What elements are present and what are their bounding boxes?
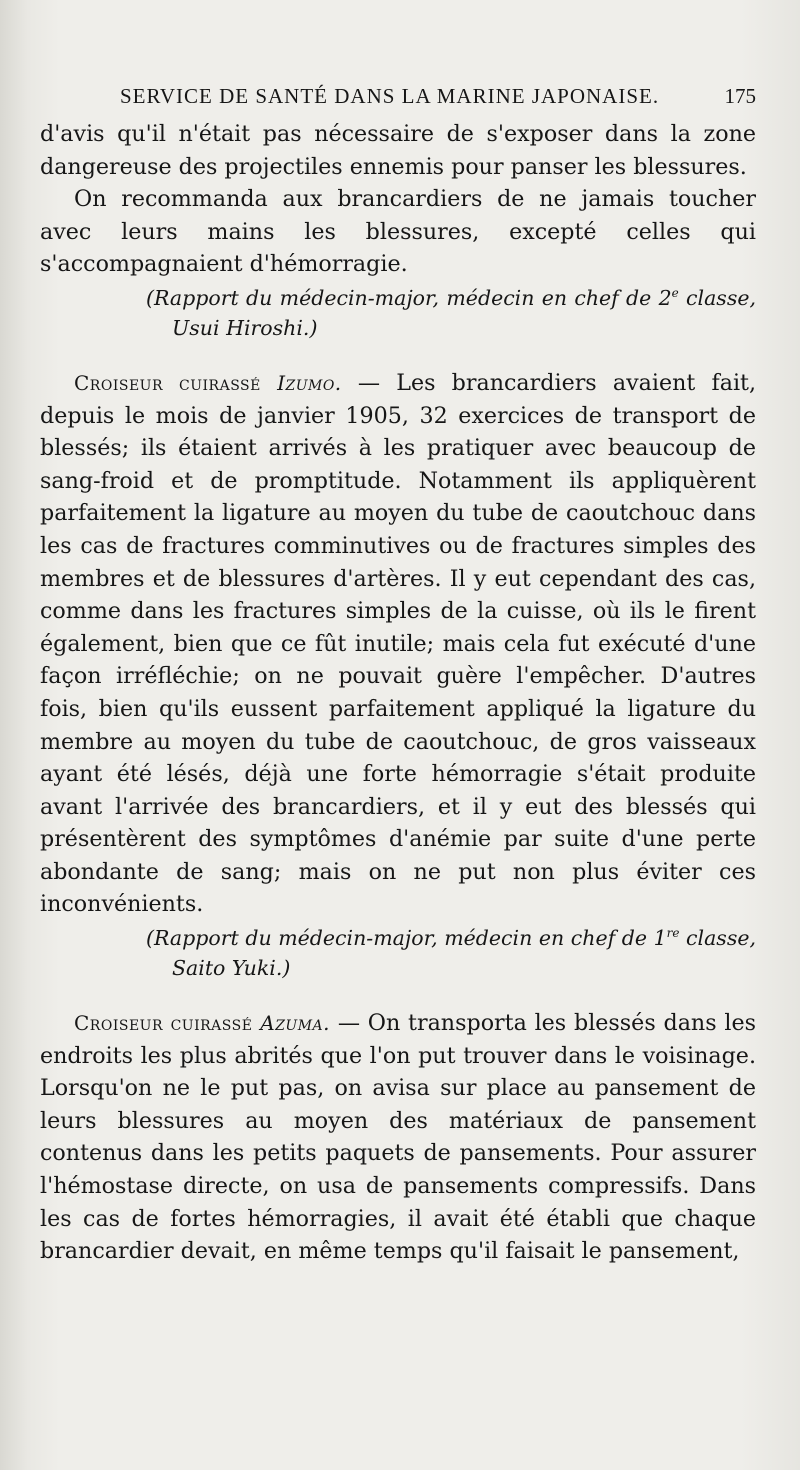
paragraph-brancardiers: On recommanda aux brancardiers de ne jamais toucher avec leurs mains les blessures, excepté celles qui s'accompagnaient d'hémorragie. [40,186,756,278]
paragraph-continued: d'avis qu'il n'était pas nécessaire de s'exposer dans la zone dangereuse des projectiles ennemis pour panser les blessures. [40,121,756,180]
section-body: — Les brancardiers avaient fait, depuis le mois de janvier 1905, 32 exercices de transport de blessés; ils étaient arrivés à les pratiquer avec beaucoup de sang-froid et de promptitude. Notamment ils appliquèrent parfaitement la ligature au moyen du tube de caoutchouc dans les cas de fractures comminutives ou de fractures simples des membres et de blessures d'artères. Il y eut cependant des cas, comme dans les fractures simples de la cuisse, où ils le firent également, bien que ce fût inutile; mais cela fut exécuté d'une façon irréfléchie; on ne pouvait guère l'empêcher. D'autres fois, bien qu'ils eussent parfaitement appliqué la ligature du membre au moyen du tube de caoutchouc, de gros vaisseaux ayant été lésés, déjà une forte hémorragie s'était produite avant l'arrivée des brancardiers, et il y eut des blessés qui présentèrent des symptômes d'anémie par suite d'une perte abondante de sang; mais on ne put non plus éviter ces inconvénients. [40,369,757,918]
running-title: SERVICE DE SANTÉ DANS LA MARINE JAPONAISE. [120,84,660,108]
page-text [40,84,756,1268]
section-body: — On transporta les blessés dans les endroits les plus abrités que l'on put trouver dans le voisinage. Lorsqu'on ne le put pas, on avisa sur place au pansement de leurs blessures au moyen des matériaux de pansement contenus dans les petits paquets de pansements. Pour assurer l'hémostase directe, on usa de pansements compressifs. Dans les cas de fortes hémorragies, il avait été établi que chaque brancardier devait, en même temps qu'il faisait le pansement, [40,1010,756,1265]
citation-usui: (Rapport du médecin-major, médecin en chef de 2e classe, Usui Hiroshi.) [146,285,756,340]
ship-name: Izumo. [277,370,342,395]
ship-name: Azuma. [260,1011,331,1036]
section-label: Croiseur cuirassé [74,370,261,395]
running-header [120,84,756,118]
section-izumo [40,367,756,921]
section-azuma [40,1007,756,1268]
page-number: 175 [724,84,756,108]
section-label: Croiseur cuirassé [74,1011,253,1036]
citation-saito: (Rapport du médecin-major, médecin en chef de 1re classe, Saito Yuki.) [146,926,756,981]
